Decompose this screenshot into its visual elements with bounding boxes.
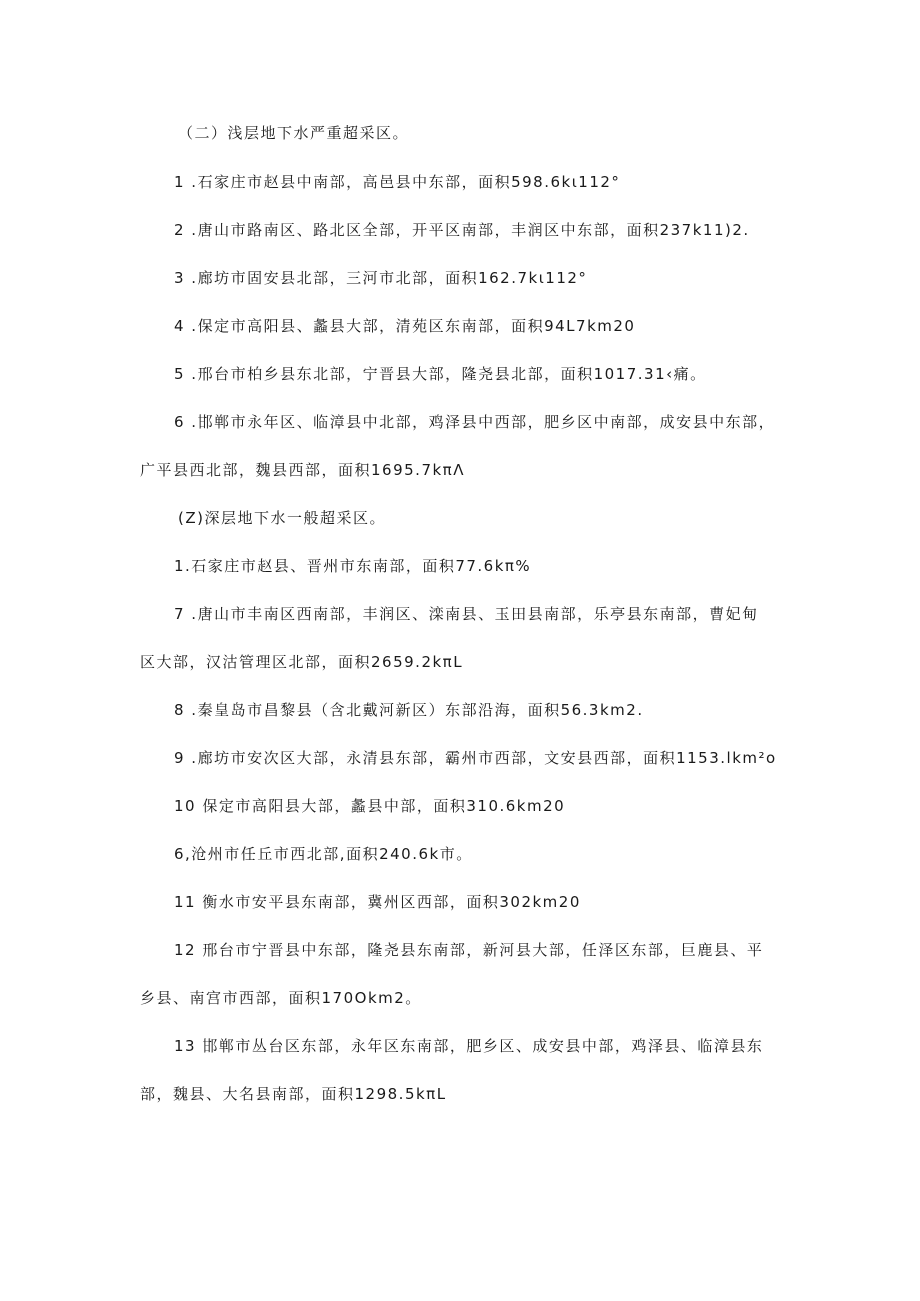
paragraph-deep-13: 13 邯郸市丛台区东部，永年区东南部，肥乡区、成安县中部，鸡泽县、临漳县东: [174, 1037, 764, 1055]
paragraph-deep-7-cont: 区大部，汉沽管理区北部，面积2659.2kπL: [140, 653, 464, 671]
paragraph-deep-8: 8 .秦皇岛市昌黎县（含北戴河新区）东部沿海，面积56.3km2.: [174, 701, 644, 719]
paragraph-deep-13-cont: 部，魏县、大名县南部，面积1298.5kπL: [140, 1085, 447, 1103]
section-heading-shallow: （二）浅层地下水严重超采区。: [178, 124, 410, 142]
paragraph-shallow-6-cont: 广平县西北部，魏县西部，面积1695.7kπΛ: [140, 461, 465, 479]
paragraph-deep-10: 10 保定市高阳县大部，蠡县中部，面积310.6km20: [174, 797, 566, 815]
paragraph-shallow-4: 4 .保定市高阳县、蠡县大部，清苑区东南部，面积94L7km20: [174, 317, 636, 335]
paragraph-deep-12-cont: 乡县、南宫市西部，面积170Okm2。: [140, 989, 422, 1007]
paragraph-deep-6b: 6,沧州市任丘市西北部,面积240.6k市。: [174, 845, 473, 863]
paragraph-deep-11: 11 衡水市安平县东南部，冀州区西部，面积302km20: [174, 893, 581, 911]
paragraph-shallow-1: 1 .石家庄市赵县中南部，高邑县中东部，面积598.6kι112°: [174, 173, 621, 191]
section-heading-deep: (Z)深层地下水一般超采区。: [178, 509, 386, 527]
paragraph-deep-1: 1.石家庄市赵县、晋州市东南部，面积77.6kπ%: [174, 557, 532, 575]
paragraph-deep-9: 9 .廊坊市安次区大部，永清县东部，霸州市西部，文安县西部，面积1153.lkm²o: [174, 749, 777, 767]
paragraph-shallow-3: 3 .廊坊市固安县北部，三河市北部，面积162.7kι112°: [174, 269, 588, 287]
paragraph-deep-12: 12 邢台市宁晋县中东部，隆尧县东南部，新河县大部，任泽区东部，巨鹿县、平: [174, 941, 764, 959]
paragraph-deep-7: 7 .唐山市丰南区西南部，丰润区、滦南县、玉田县南部，乐亭县东南部，曹妃甸: [174, 605, 759, 623]
paragraph-shallow-6: 6 .邯郸市永年区、临漳县中北部，鸡泽县中西部，肥乡区中南部，成安县中东部，: [174, 413, 776, 431]
paragraph-shallow-2: 2 .唐山市路南区、路北区全部，开平区南部，丰润区中东部，面积237k11)2.: [174, 221, 750, 239]
paragraph-shallow-5: 5 .邢台市柏乡县东北部，宁晋县大部，隆尧县北部，面积1017.31‹痛。: [174, 365, 707, 383]
